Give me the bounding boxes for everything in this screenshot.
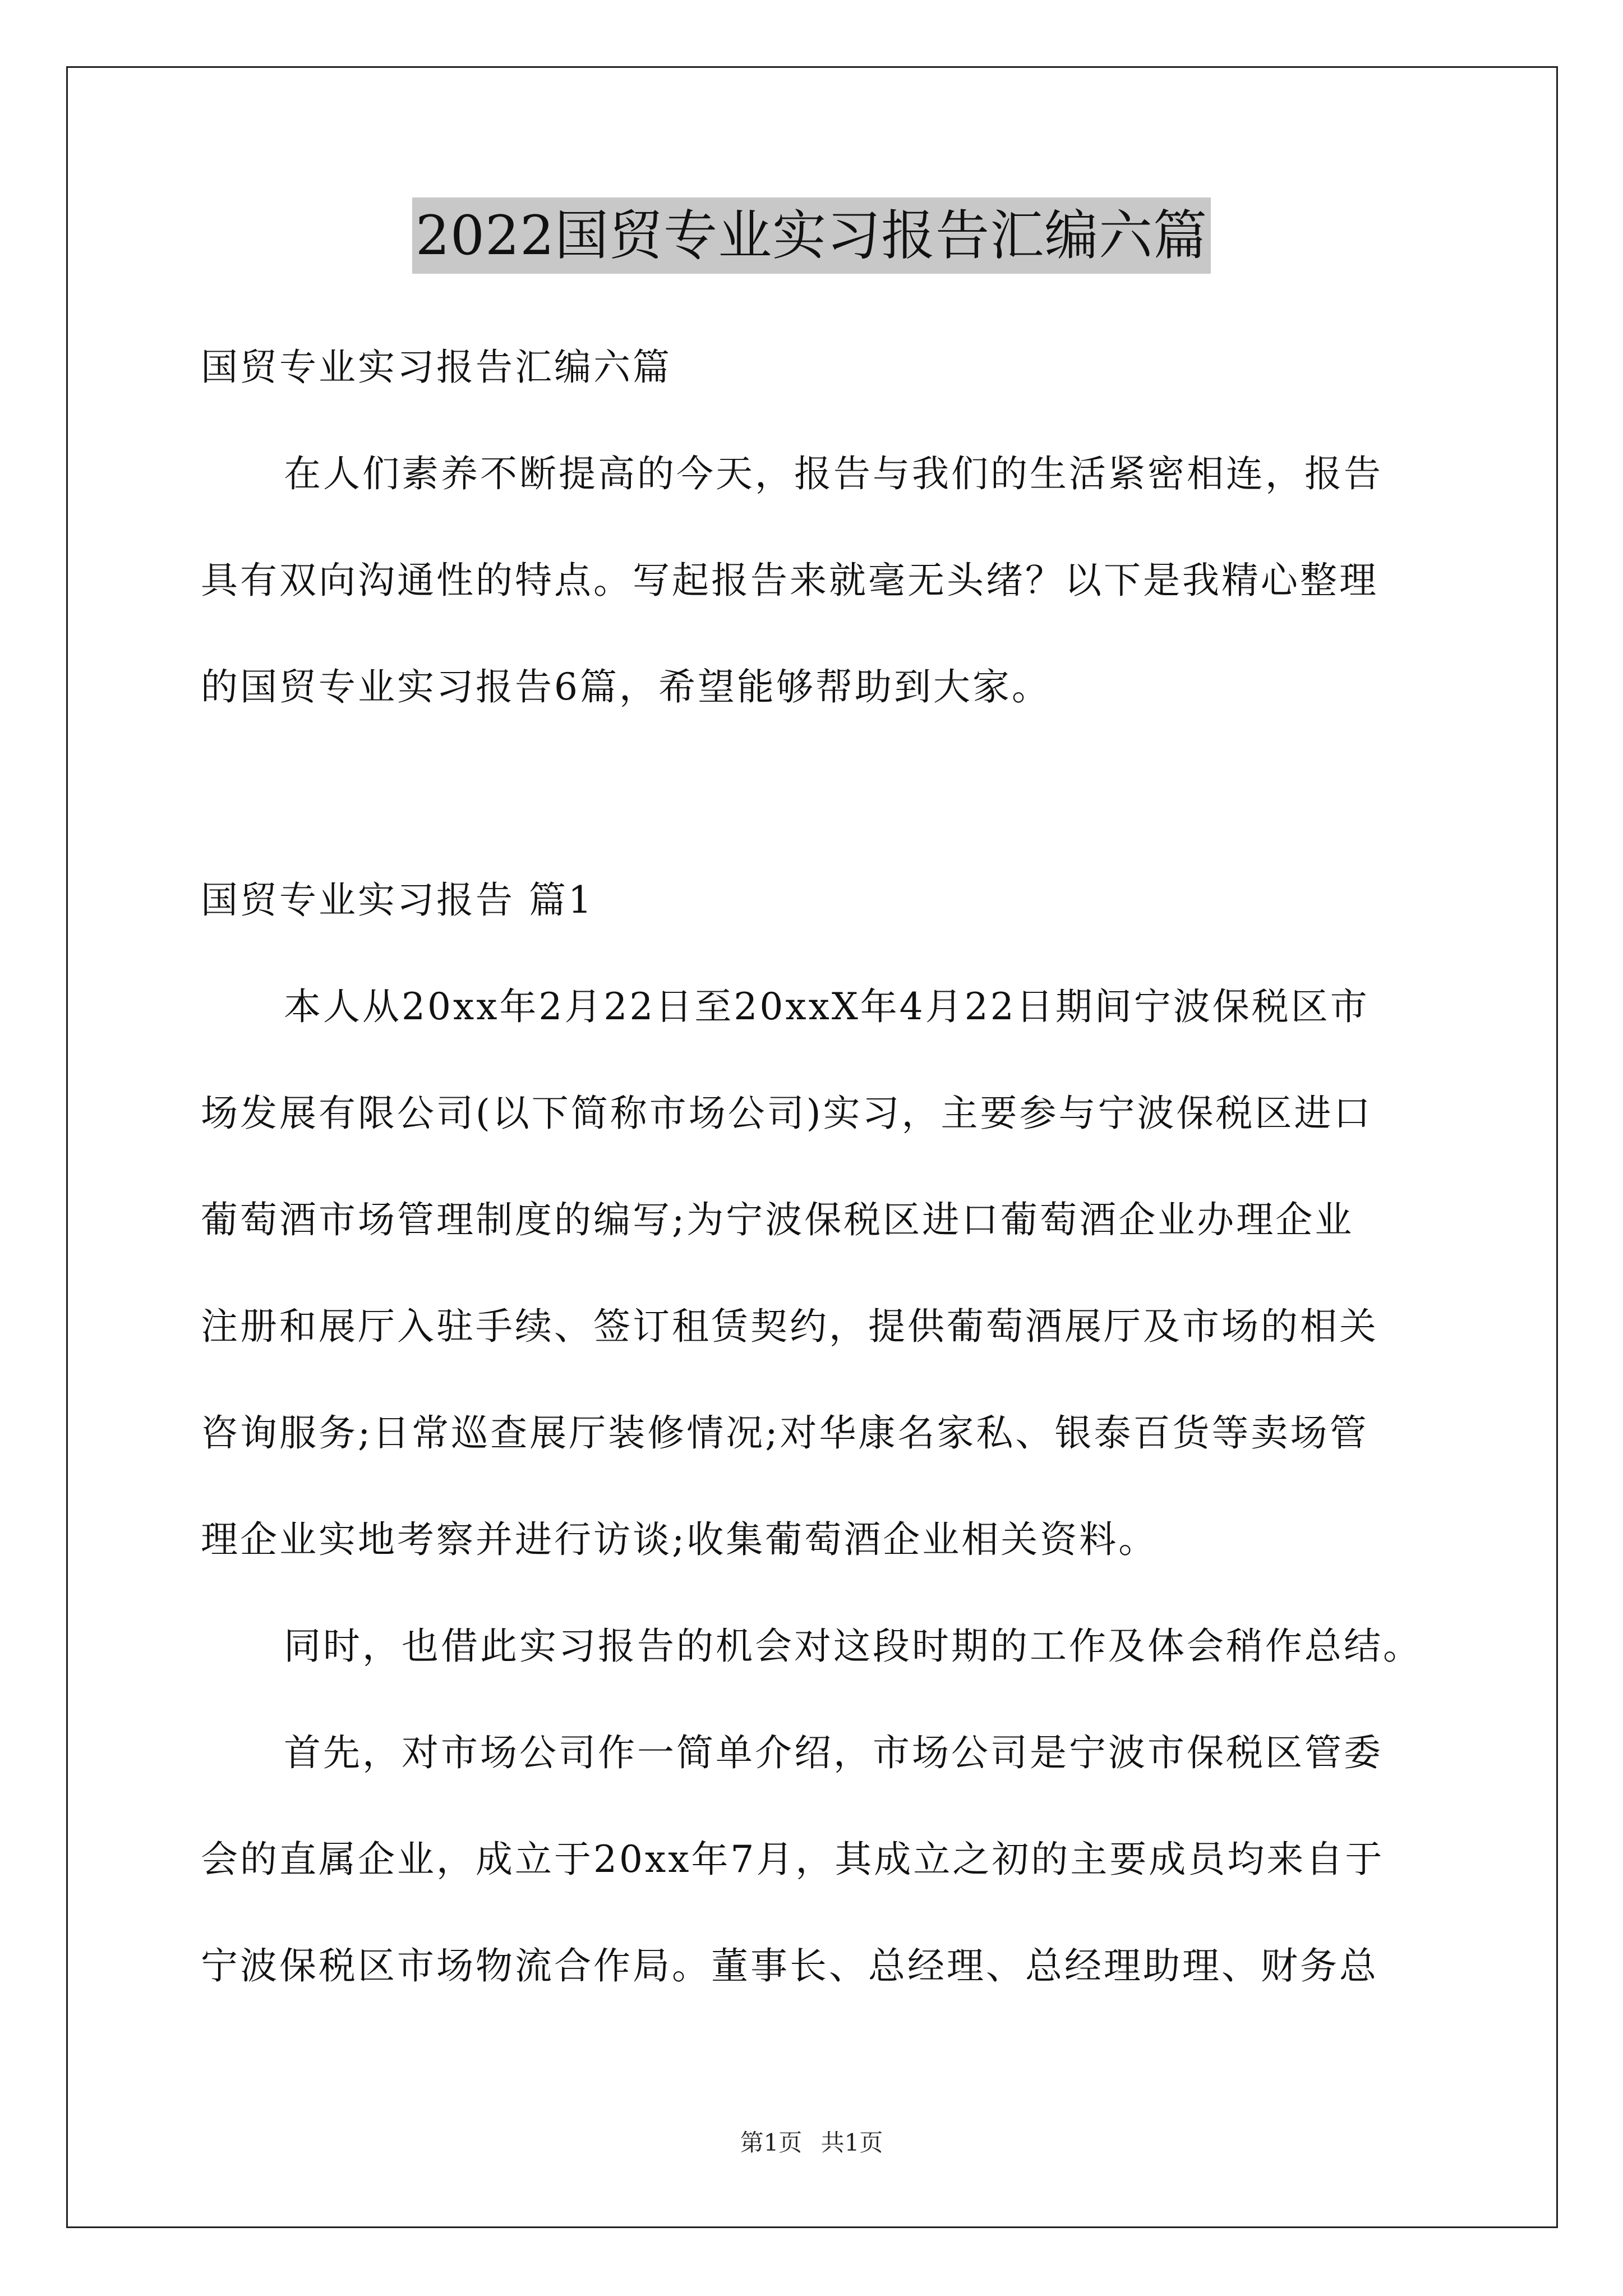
text-line: 本人从20xx年2月22日至20xxX年4月22日期间宁波保税区市 xyxy=(284,985,1370,1028)
page-number: 第1页 xyxy=(740,2129,803,2156)
text-line: 同时，也借此实习报告的机会对这段时期的工作及体会稍作总结。 xyxy=(284,1625,1422,1668)
blank-line xyxy=(201,740,1435,847)
text-line: 注册和展厅入驻手续、签订租赁契约，提供葡萄酒展厅及市场的相关 xyxy=(201,1305,1378,1348)
page-footer xyxy=(0,2126,1623,2160)
text-line: 首先，对市场公司作一简单介绍，市场公司是宁波市保税区管委 xyxy=(284,1731,1383,1774)
title-container xyxy=(0,197,1623,274)
text-line: 场发展有限公司(以下简称市场公司)实习，主要参与宁波保税区进口 xyxy=(201,1092,1373,1135)
document-title: 2022国贸专业实习报告汇编六篇 xyxy=(412,197,1211,274)
text-line: 国贸专业实习报告 篇1 xyxy=(201,878,594,922)
text-line: 的国贸专业实习报告6篇，希望能够帮助到大家。 xyxy=(201,665,1051,708)
text-line: 在人们素养不断提高的今天，报告与我们的生活紧密相连，报告 xyxy=(284,452,1383,495)
text-line: 理企业实地考察并进行访谈;收集葡萄酒企业相关资料。 xyxy=(201,1518,1158,1561)
text-line: 具有双向沟通性的特点。写起报告来就毫无头绪？以下是我精心整理 xyxy=(201,559,1378,602)
text-line: 宁波保税区市场物流合作局。董事长、总经理、总经理助理、财务总 xyxy=(201,1944,1378,1987)
text-line: 咨询服务;日常巡查展厅装修情况;对华康名家私、银泰百货等卖场管 xyxy=(201,1411,1369,1455)
text-line: 葡萄酒市场管理制度的编写;为宁波保税区进口葡萄酒企业办理企业 xyxy=(201,1198,1354,1241)
document-body xyxy=(201,314,1435,2019)
page-total: 共1页 xyxy=(820,2129,883,2156)
text-line: 会的直属企业，成立于20xx年7月，其成立之初的主要成员均来自于 xyxy=(201,1838,1385,1881)
text-line: 国贸专业实习报告汇编六篇 xyxy=(201,346,672,389)
